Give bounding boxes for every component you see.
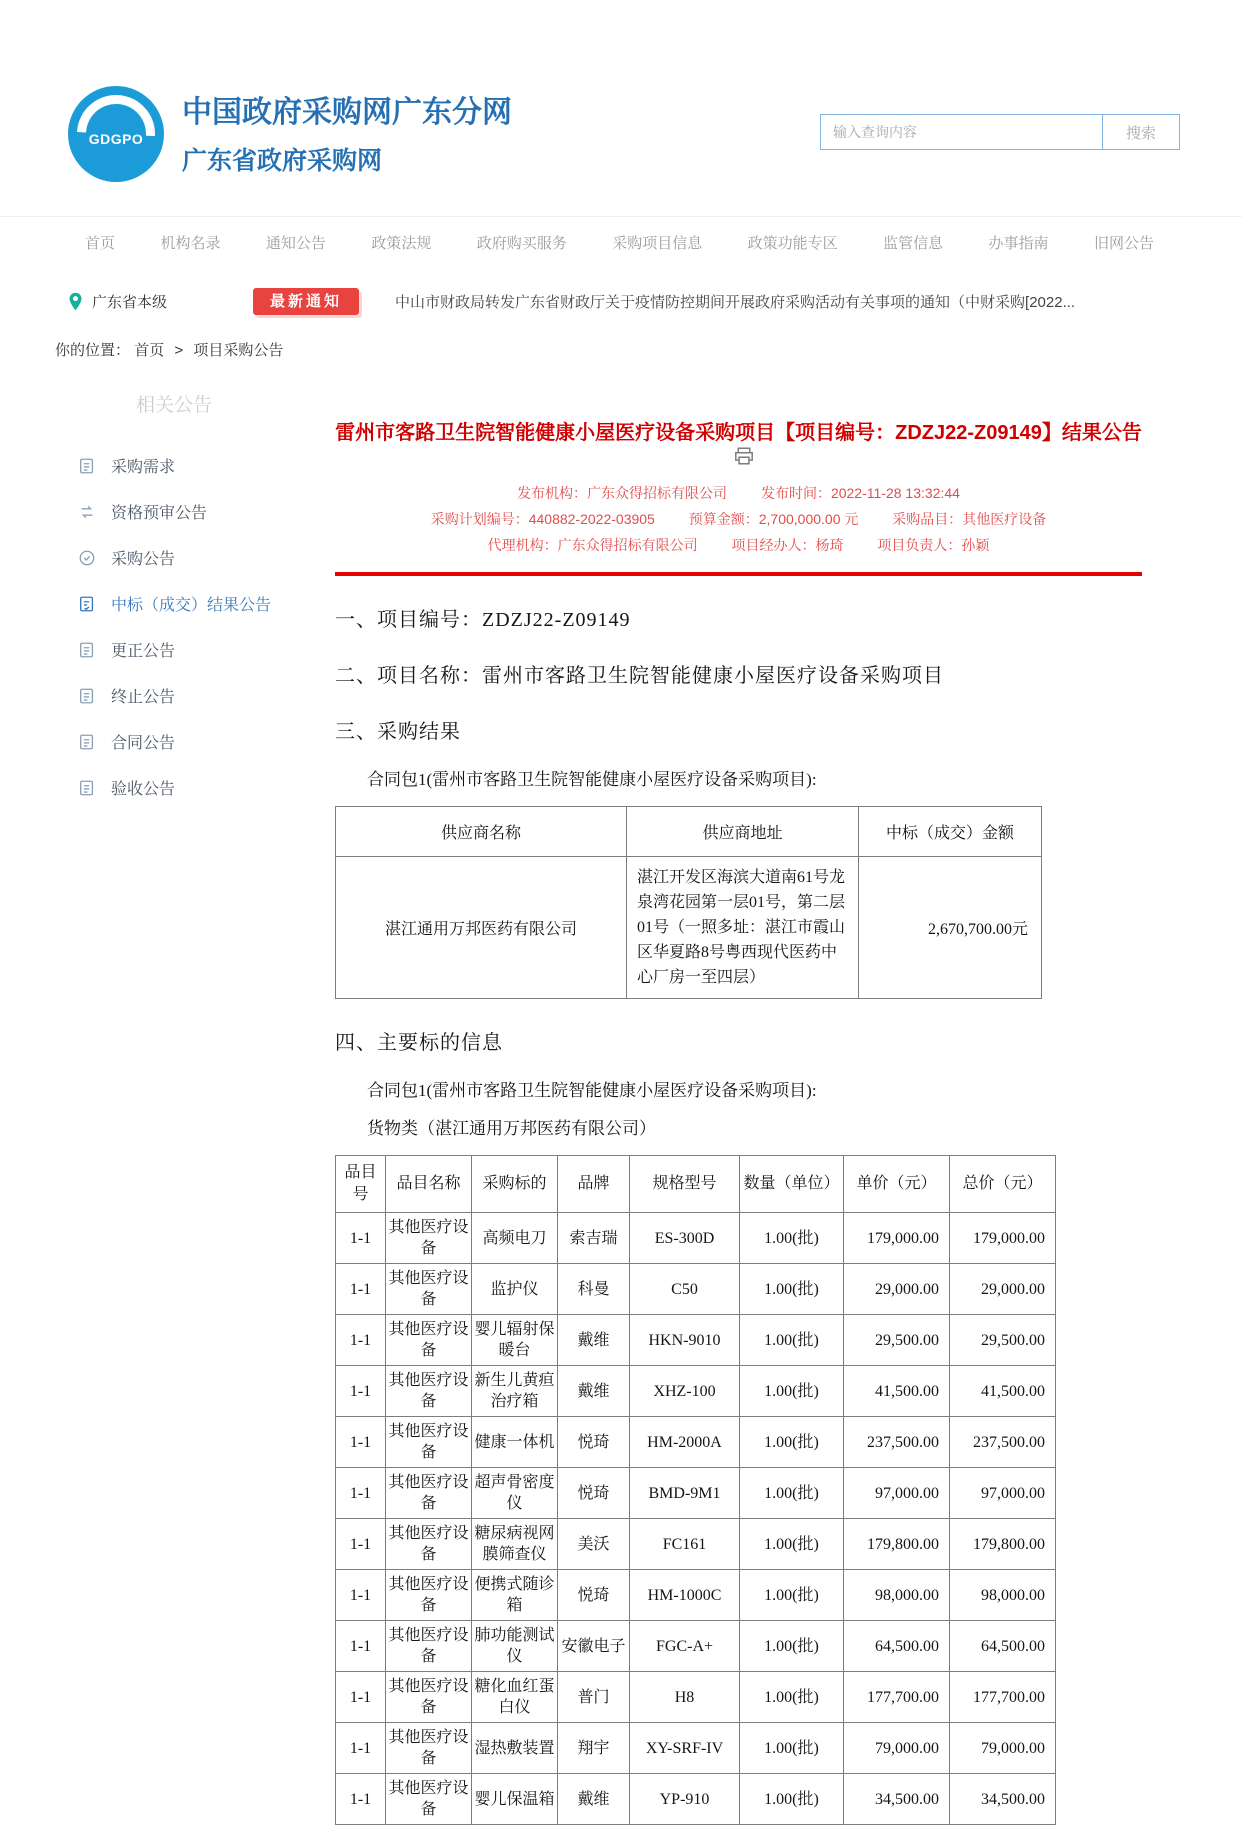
table-cell: 其他医疗设备 xyxy=(386,1774,472,1825)
table-cell: 肺功能测试仪 xyxy=(472,1621,558,1672)
table-cell: HM-1000C xyxy=(630,1570,740,1621)
table-cell: 1.00(批) xyxy=(740,1570,844,1621)
meta-label: 项目经办人： xyxy=(731,537,816,553)
table-cell: 1.00(批) xyxy=(740,1519,844,1570)
nav-item-policy-zone[interactable]: 政策功能专区 xyxy=(747,235,838,252)
table-cell: 1-1 xyxy=(336,1621,386,1672)
column-header-model: 规格型号 xyxy=(630,1156,740,1213)
nav-item-old-site[interactable]: 旧网公告 xyxy=(1093,235,1154,252)
table-cell: 悦琦 xyxy=(558,1417,630,1468)
table-cell: 湛江开发区海滨大道南61号龙泉湾花园第一层01号，第二层01号（一照多址：湛江市霞山区华夏路8号粤西现代医药中心厂房一至四层） xyxy=(627,857,859,999)
table-cell: FC161 xyxy=(630,1519,740,1570)
sidebar-item-contract[interactable] xyxy=(78,719,335,764)
related-announcements-sidebar xyxy=(0,374,335,1825)
column-header-total-price: 总价（元） xyxy=(950,1156,1056,1213)
announcement-meta xyxy=(335,480,1142,558)
sidebar-item-label: 更正公告 xyxy=(111,643,176,660)
table-cell: 其他医疗设备 xyxy=(386,1672,472,1723)
table-cell: 翔宇 xyxy=(558,1723,630,1774)
sidebar-item-procurement-demand[interactable] xyxy=(78,443,335,488)
document-lines-icon xyxy=(78,733,96,751)
table-cell: 179,800.00 xyxy=(950,1519,1056,1570)
table-cell: 其他医疗设备 xyxy=(386,1468,472,1519)
table-cell: 戴维 xyxy=(558,1774,630,1825)
meta-row xyxy=(335,506,1142,532)
sidebar-item-label: 终止公告 xyxy=(111,689,176,706)
site-logo[interactable] xyxy=(68,86,164,182)
table-row xyxy=(336,1723,1056,1774)
table-cell: 1-1 xyxy=(336,1264,386,1315)
table-row xyxy=(336,1366,1056,1417)
table-cell: 新生儿黄疸治疗箱 xyxy=(472,1366,558,1417)
sidebar-item-label: 资格预审公告 xyxy=(111,505,208,522)
document-lines-icon xyxy=(78,457,96,475)
table-cell: 悦琦 xyxy=(558,1468,630,1519)
column-header-quantity: 数量（单位） xyxy=(740,1156,844,1213)
table-cell: 1-1 xyxy=(336,1672,386,1723)
table-cell: 1-1 xyxy=(336,1468,386,1519)
sidebar-item-correction[interactable] xyxy=(78,627,335,672)
table-cell: XHZ-100 xyxy=(630,1366,740,1417)
logo-text: GDGPO xyxy=(88,130,144,147)
table-cell: 湛江通用万邦医药有限公司 xyxy=(336,857,627,999)
table-row xyxy=(336,1519,1056,1570)
table-cell: 超声骨密度仪 xyxy=(472,1468,558,1519)
table-cell: 科曼 xyxy=(558,1264,630,1315)
table-row xyxy=(336,1570,1056,1621)
sidebar-item-label: 采购需求 xyxy=(111,459,176,476)
table-cell: ES-300D xyxy=(630,1213,740,1264)
printer-icon[interactable] xyxy=(734,447,754,465)
table-cell: 安徽电子 xyxy=(558,1621,630,1672)
section-project-name: 二、项目名称：雷州市客路卫生院智能健康小屋医疗设备采购项目 xyxy=(335,665,944,687)
location-pin-icon xyxy=(68,292,83,311)
region-selector[interactable] xyxy=(68,291,167,312)
table-header-row xyxy=(336,1156,1056,1213)
items-package-line: 合同包1(雷州市客路卫生院智能健康小屋医疗设备采购项目): xyxy=(367,1081,817,1100)
table-cell: 悦琦 xyxy=(558,1570,630,1621)
region-label: 广东省本级 xyxy=(92,294,168,311)
table-cell: 索吉瑞 xyxy=(558,1213,630,1264)
table-cell: 98,000.00 xyxy=(844,1570,950,1621)
column-header-brand: 品牌 xyxy=(558,1156,630,1213)
meta-value: 2022-11-28 13:32:44 xyxy=(830,485,960,501)
search-button[interactable]: 搜索 xyxy=(1102,114,1180,150)
table-cell: 97,000.00 xyxy=(950,1468,1056,1519)
site-subtitle: 广东省政府采购网 xyxy=(182,146,383,175)
meta-value: 孙颖 xyxy=(961,537,990,553)
table-cell: 湿热敷装置 xyxy=(472,1723,558,1774)
table-cell: 177,700.00 xyxy=(950,1672,1056,1723)
items-detail-table xyxy=(335,1155,1056,1825)
table-cell: 64,500.00 xyxy=(950,1621,1056,1672)
latest-notice-badge: 最新通知 xyxy=(253,288,359,315)
table-cell: 1-1 xyxy=(336,1417,386,1468)
table-cell: BMD-9M1 xyxy=(630,1468,740,1519)
breadcrumb-label: 你的位置： xyxy=(55,342,131,359)
supplier-result-table xyxy=(335,806,1042,999)
column-header-supplier-name: 供应商名称 xyxy=(336,807,627,857)
nav-item-notices[interactable]: 通知公告 xyxy=(265,235,326,252)
table-cell: 1-1 xyxy=(336,1570,386,1621)
target-check-icon xyxy=(78,549,96,567)
table-cell: 戴维 xyxy=(558,1366,630,1417)
meta-label: 发布机构： xyxy=(517,485,588,501)
meta-value: 杨琦 xyxy=(815,537,844,553)
column-header-item-no: 品目号 xyxy=(336,1156,386,1213)
search-input[interactable] xyxy=(820,114,1102,150)
table-cell: H8 xyxy=(630,1672,740,1723)
sidebar-item-procurement-announcement[interactable] xyxy=(78,535,335,580)
table-header-row xyxy=(336,807,1042,857)
search-bar xyxy=(820,114,1180,150)
meta-value: 广东众得招标有限公司 xyxy=(587,485,728,501)
table-cell: 41,500.00 xyxy=(844,1366,950,1417)
nav-item-gov-purchase-services[interactable]: 政府购买服务 xyxy=(476,235,567,252)
table-cell: 其他医疗设备 xyxy=(386,1315,472,1366)
meta-row xyxy=(335,480,1142,506)
table-cell: XY-SRF-IV xyxy=(630,1723,740,1774)
table-cell: 98,000.00 xyxy=(950,1570,1056,1621)
table-cell: 其他医疗设备 xyxy=(386,1366,472,1417)
result-package-line: 合同包1(雷州市客路卫生院智能健康小屋医疗设备采购项目): xyxy=(367,770,817,789)
swap-arrows-icon xyxy=(78,503,96,521)
table-cell: 2,670,700.00元 xyxy=(859,857,1042,999)
section-result-heading: 三、采购结果 xyxy=(335,721,461,743)
column-header-supplier-address: 供应商地址 xyxy=(627,807,859,857)
table-cell: 29,500.00 xyxy=(844,1315,950,1366)
sidebar-item-prequalification[interactable] xyxy=(78,489,335,534)
table-cell: 其他医疗设备 xyxy=(386,1621,472,1672)
table-cell: 34,500.00 xyxy=(950,1774,1056,1825)
table-cell: 1.00(批) xyxy=(740,1366,844,1417)
table-row xyxy=(336,1774,1056,1825)
site-names xyxy=(182,86,512,177)
table-cell: YP-910 xyxy=(630,1774,740,1825)
table-row xyxy=(336,1468,1056,1519)
table-cell: 1.00(批) xyxy=(740,1417,844,1468)
table-cell: 34,500.00 xyxy=(844,1774,950,1825)
notice-bar xyxy=(68,288,1174,315)
table-cell: 其他医疗设备 xyxy=(386,1570,472,1621)
table-cell: 179,800.00 xyxy=(844,1519,950,1570)
column-header-unit-price: 单价（元） xyxy=(844,1156,950,1213)
breadcrumb xyxy=(55,339,1242,360)
table-row xyxy=(336,1672,1056,1723)
meta-value: 2,700,000.00 元 xyxy=(758,511,859,527)
table-cell: 健康一体机 xyxy=(472,1417,558,1468)
table-cell: 179,000.00 xyxy=(844,1213,950,1264)
table-cell: 其他医疗设备 xyxy=(386,1417,472,1468)
red-divider xyxy=(335,572,1142,576)
table-cell: 1.00(批) xyxy=(740,1672,844,1723)
nav-item-home[interactable]: 首页 xyxy=(85,235,116,252)
column-header-award-amount: 中标（成交）金额 xyxy=(859,807,1042,857)
document-lines-icon xyxy=(78,687,96,705)
nav-item-guide[interactable]: 办事指南 xyxy=(988,235,1049,252)
table-cell: 237,500.00 xyxy=(844,1417,950,1468)
nav-item-policies[interactable]: 政策法规 xyxy=(371,235,432,252)
breadcrumb-separator: > xyxy=(174,342,184,359)
table-cell: 监护仪 xyxy=(472,1264,558,1315)
sidebar-item-award-result[interactable] xyxy=(78,581,335,626)
meta-row xyxy=(335,532,1142,558)
meta-value: 440882-2022-03905 xyxy=(528,511,655,527)
announcement-body xyxy=(335,603,1142,1825)
table-cell: 97,000.00 xyxy=(844,1468,950,1519)
table-cell: 1-1 xyxy=(336,1315,386,1366)
table-cell: 戴维 xyxy=(558,1315,630,1366)
table-cell: 高频电刀 xyxy=(472,1213,558,1264)
main-nav xyxy=(0,216,1242,264)
breadcrumb-home-link[interactable]: 首页 xyxy=(134,342,165,359)
section-project-number: 一、项目编号：ZDZJ22-Z09149 xyxy=(335,609,631,631)
announcement-title: 雷州市客路卫生院智能健康小屋医疗设备采购项目【项目编号：ZDZJ22-Z09149】结果公告 xyxy=(335,416,1142,468)
nav-item-org-directory[interactable]: 机构名录 xyxy=(160,235,221,252)
table-cell: 其他医疗设备 xyxy=(386,1519,472,1570)
table-row xyxy=(336,1621,1056,1672)
site-header xyxy=(0,0,1242,182)
announcement-content xyxy=(335,374,1242,1825)
table-cell: 1.00(批) xyxy=(740,1621,844,1672)
document-result-icon xyxy=(78,595,96,613)
table-cell: 糖化血红蛋白仪 xyxy=(472,1672,558,1723)
table-cell: HKN-9010 xyxy=(630,1315,740,1366)
table-cell: 其他医疗设备 xyxy=(386,1213,472,1264)
table-cell: 1.00(批) xyxy=(740,1468,844,1519)
sidebar-title: 相关公告 xyxy=(136,395,213,416)
table-cell: 普门 xyxy=(558,1672,630,1723)
table-row xyxy=(336,1417,1056,1468)
table-row xyxy=(336,1264,1056,1315)
table-cell: 美沃 xyxy=(558,1519,630,1570)
sidebar-item-label: 验收公告 xyxy=(111,781,176,798)
table-cell: 1.00(批) xyxy=(740,1315,844,1366)
table-cell: 便携式随诊箱 xyxy=(472,1570,558,1621)
table-cell: 41,500.00 xyxy=(950,1366,1056,1417)
table-cell: 29,000.00 xyxy=(950,1264,1056,1315)
column-header-procurement-target: 采购标的 xyxy=(472,1156,558,1213)
column-header-item-name: 品目名称 xyxy=(386,1156,472,1213)
meta-label: 采购品目： xyxy=(892,511,963,527)
table-cell: 177,700.00 xyxy=(844,1672,950,1723)
breadcrumb-current: 项目采购公告 xyxy=(193,342,284,359)
meta-label: 发布时间： xyxy=(760,485,831,501)
nav-item-project-info[interactable]: 采购项目信息 xyxy=(612,235,703,252)
notice-link[interactable]: 中山市财政局转发广东省财政厅关于疫情防控期间开展政府采购活动有关事项的通知（中财采购[2022... xyxy=(395,294,1076,311)
document-lines-icon xyxy=(78,779,96,797)
sidebar-item-label: 采购公告 xyxy=(111,551,176,568)
section-main-items-heading: 四、主要标的信息 xyxy=(335,1032,503,1054)
sidebar-item-label: 中标（成交）结果公告 xyxy=(111,597,272,614)
nav-item-supervision[interactable]: 监管信息 xyxy=(883,235,944,252)
table-cell: 29,500.00 xyxy=(950,1315,1056,1366)
table-cell: HM-2000A xyxy=(630,1417,740,1468)
table-cell: 179,000.00 xyxy=(950,1213,1056,1264)
table-row xyxy=(336,1315,1056,1366)
table-cell: 糖尿病视网膜筛查仪 xyxy=(472,1519,558,1570)
table-cell: FGC-A+ xyxy=(630,1621,740,1672)
table-cell: 其他医疗设备 xyxy=(386,1723,472,1774)
table-cell: 1.00(批) xyxy=(740,1264,844,1315)
table-cell: 1-1 xyxy=(336,1213,386,1264)
table-cell: 1-1 xyxy=(336,1519,386,1570)
sidebar-item-termination[interactable] xyxy=(78,673,335,718)
table-cell: 79,000.00 xyxy=(950,1723,1056,1774)
table-cell: 29,000.00 xyxy=(844,1264,950,1315)
table-cell: 1.00(批) xyxy=(740,1213,844,1264)
table-cell: 237,500.00 xyxy=(950,1417,1056,1468)
meta-label: 预算金额： xyxy=(688,511,759,527)
table-cell: 1-1 xyxy=(336,1774,386,1825)
table-cell: 1-1 xyxy=(336,1723,386,1774)
document-lines-icon xyxy=(78,641,96,659)
items-category-line: 货物类（湛江通用万邦医药有限公司） xyxy=(367,1119,656,1138)
meta-label: 项目负责人： xyxy=(877,537,962,553)
meta-value: 其他医疗设备 xyxy=(962,511,1047,527)
sidebar-item-label: 合同公告 xyxy=(111,735,176,752)
table-cell: 婴儿辐射保暖台 xyxy=(472,1315,558,1366)
table-cell: 婴儿保温箱 xyxy=(472,1774,558,1825)
meta-label: 代理机构： xyxy=(487,537,558,553)
table-cell: 79,000.00 xyxy=(844,1723,950,1774)
table-cell: 1.00(批) xyxy=(740,1774,844,1825)
table-cell: 64,500.00 xyxy=(844,1621,950,1672)
sidebar-item-acceptance[interactable] xyxy=(78,765,335,810)
table-cell: 1-1 xyxy=(336,1366,386,1417)
table-cell: 1.00(批) xyxy=(740,1723,844,1774)
main-area xyxy=(0,374,1242,1825)
table-cell: C50 xyxy=(630,1264,740,1315)
meta-label: 采购计划编号： xyxy=(430,511,529,527)
table-cell: 其他医疗设备 xyxy=(386,1264,472,1315)
table-row xyxy=(336,1213,1056,1264)
table-row xyxy=(336,857,1042,999)
site-title: 中国政府采购网广东分网 xyxy=(182,96,512,129)
meta-value: 广东众得招标有限公司 xyxy=(557,537,698,553)
